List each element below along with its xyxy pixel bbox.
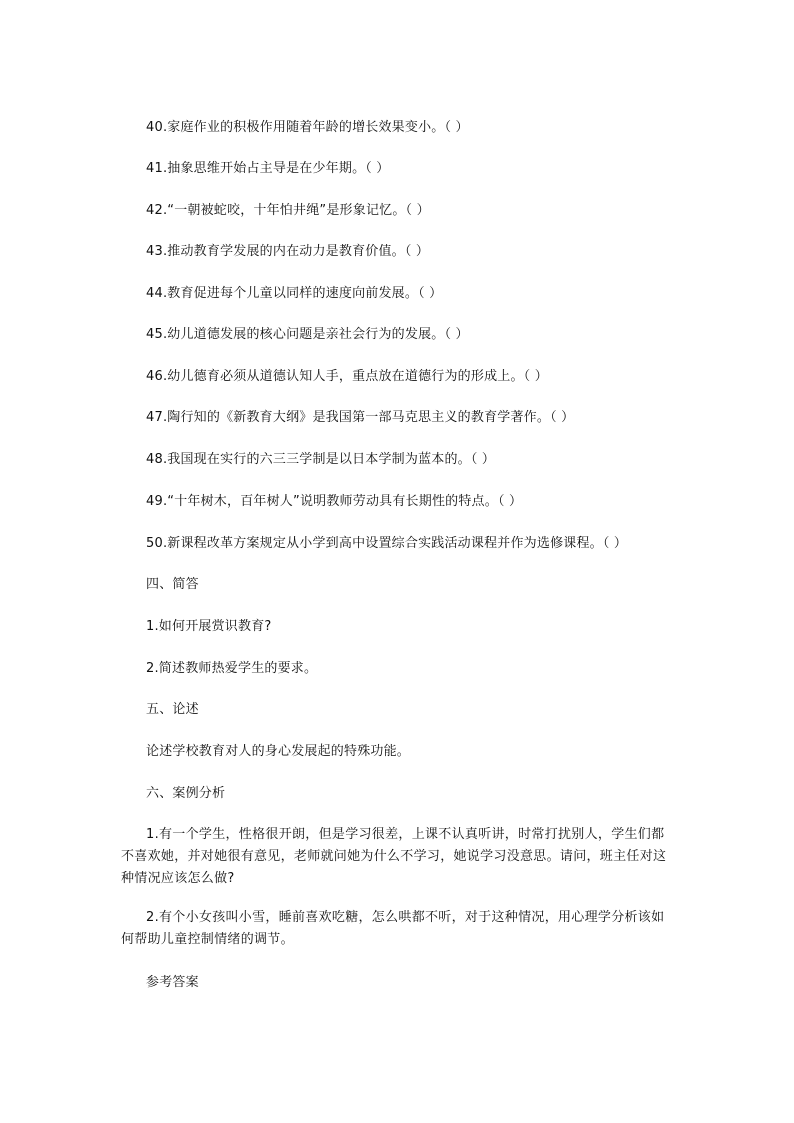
short-answer-item-2: 2.简述教师热爱学生的要求。 [146,661,318,676]
answers-heading: 参考答案 [146,975,199,990]
case-question-1: 1.有一个学生，性格很开朗，但是学习很差，上课不认真听讲，时常打扰别人，学生们都不喜欢她，并对她很有意见，老师就问她为什么不学习，她说学习没意思。请问，班主任对这种情况应该怎么做? [121,827,667,886]
question-48: 48.我国现在实行的六三三学制是以日本学制为蓝本的。（ ） [146,452,496,467]
question-43: 43.推动教育学发展的内在动力是教育价值。（ ） [146,244,430,259]
case-question-2: 2.有个小女孩叫小雪，睡前喜欢吃糖，怎么哄都不听，对于这种情况，用心理学分析该如何帮助儿童控制情绪的调节。 [121,910,665,947]
question-45: 45.幼儿道德发展的核心问题是亲社会行为的发展。（ ） [146,327,469,342]
question-46: 46.幼儿德育必须从道德认知人手，重点放在道德行为的形成上。（ ） [146,369,548,384]
section-heading-case-analysis: 六、案例分析 [146,786,226,801]
essay-question: 论述学校教育对人的身心发展起的特殊功能。 [146,744,411,759]
question-40: 40.家庭作业的积极作用随着年龄的增长效果变小。（ ） [146,120,469,135]
short-answer-item-1: 1.如何开展赏识教育? [146,619,272,634]
question-41: 41.抽象思维开始占主导是在少年期。（ ） [146,161,390,176]
section-heading-short-answer: 四、简答 [146,577,199,592]
question-49: 49.“十年树木，百年树人”说明教师劳动具有长期性的特点。（ ） [146,494,523,509]
question-44: 44.教育促进每个儿童以同样的速度向前发展。（ ） [146,286,443,301]
question-42: 42.“一朝被蛇咬，十年怕井绳”是形象记忆。（ ） [146,203,430,218]
question-50: 50.新课程改革方案规定从小学到高中设置综合实践活动课程并作为选修课程。（ ） [146,536,628,551]
section-heading-essay: 五、论述 [146,702,199,717]
question-47: 47.陶行知的《新教育大纲》是我国第一部马克思主义的教育学著作。（ ） [146,410,575,425]
